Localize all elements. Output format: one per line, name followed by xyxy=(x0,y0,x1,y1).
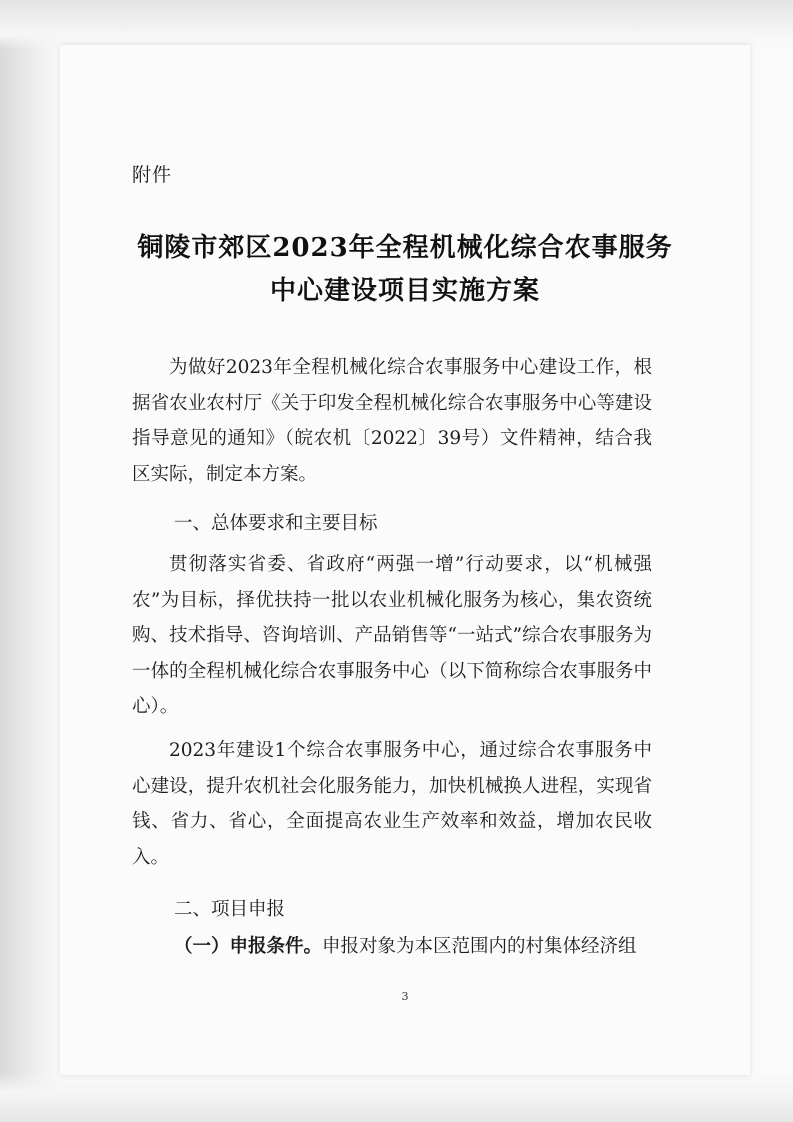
scan-edge-left xyxy=(0,0,60,1122)
subsection-paragraph xyxy=(174,932,654,958)
scan-edge-bottom xyxy=(0,1072,793,1122)
section-heading-2: 二、项目申报 xyxy=(174,899,286,920)
document-page xyxy=(60,45,750,1075)
section1-goal-paragraph: 2023年建设1个综合农事服务中心，通过综合农事服务中心建设，提升农机社会化服务能力，加快机械换人进程，实现省钱、省力、省心，全面提高农业生产效率和效益，增加农民收入。 xyxy=(132,740,652,868)
section1-body-paragraph: 贯彻落实省委、省政府“两强一增”行动要求，以“机械强农”为目标，择优扶持一批以农业机械化服务为核心，集农资统购、技术指导、咨询培训、产品销售等“一站式”综合农事服务为一体的全程机械化综合农事服务中心（以下简称综合农事服务中心）。 xyxy=(132,554,652,717)
section-heading-1: 一、总体要求和主要目标 xyxy=(174,513,378,534)
subsection-text: 申报对象为本区范围内的村集体经济组 xyxy=(322,936,637,957)
intro-paragraph: 为做好2023年全程机械化综合农事服务中心建设工作，根据省农业农村厅《关于印发全程机械化综合农事服务中心等建设指导意见的通知》（皖农机〔2022〕39号）文件精神，结合我区实际，制定本方案。 xyxy=(132,357,652,485)
document-title-line-2: 中心建设项目实施方案 xyxy=(269,276,540,306)
attachment-label: 附件 xyxy=(132,164,173,186)
subsection-label: （一）申报条件。 xyxy=(174,936,323,957)
scan-edge-top xyxy=(0,0,793,50)
document-title-line-1: 铜陵市郊区2023年全程机械化综合农事服务 xyxy=(137,233,673,263)
page-number: 3 xyxy=(401,990,409,1003)
